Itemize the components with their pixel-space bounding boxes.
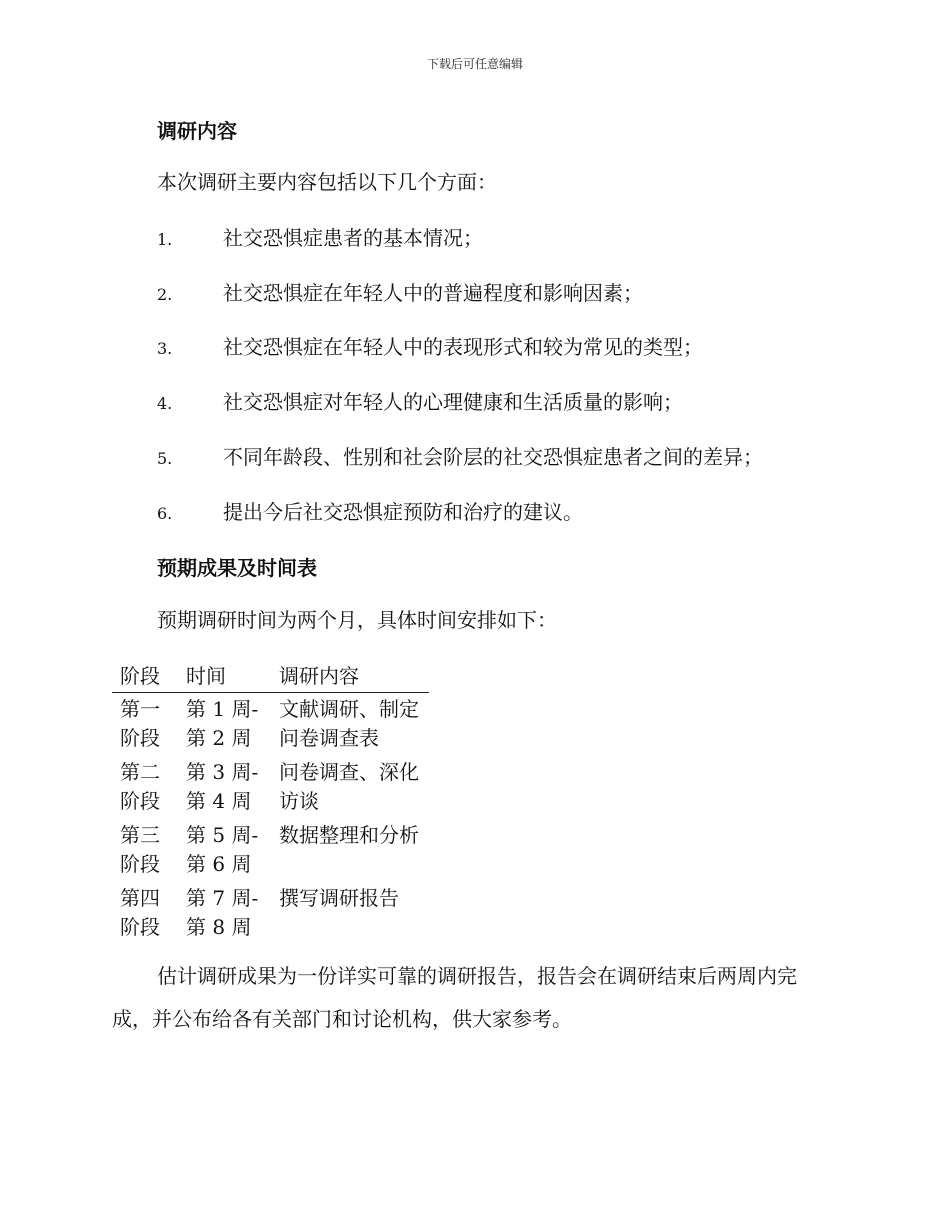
table-header-row <box>112 662 429 693</box>
list-number: 4. <box>157 394 173 413</box>
section-title-research-content: 调研内容 <box>157 119 237 143</box>
cell-stage: 第四阶段 <box>120 886 160 939</box>
cell-stage: 第一阶段 <box>120 697 160 750</box>
table-row <box>112 756 429 819</box>
cell-content: 撰写调研报告 <box>279 886 399 910</box>
list-item <box>157 277 643 307</box>
research-intro: 本次调研主要内容包括以下几个方面： <box>157 170 497 194</box>
cell-time: 第 7 周-第 8 周 <box>186 886 259 939</box>
schedule-table <box>112 662 429 945</box>
conclusion-paragraph: 估计调研成果为一份详实可靠的调研报告，报告会在调研结束后两周内完成，并公布给各有关部门和讨论机构，供大家参考。 <box>112 964 797 1031</box>
cell-stage: 第二阶段 <box>120 760 160 813</box>
list-number: 3. <box>157 339 173 358</box>
table-row <box>112 819 429 882</box>
cell-time: 第 3 周-第 4 周 <box>186 760 259 813</box>
list-text: 不同年龄段、性别和社会阶层的社交恐惧症患者之间的差异； <box>223 445 763 469</box>
list-item <box>157 441 763 471</box>
list-number: 2. <box>157 285 173 304</box>
cell-content: 问卷调查、深化访谈 <box>279 760 419 813</box>
section-title-expected-results: 预期成果及时间表 <box>157 556 317 580</box>
cell-time: 第 5 周-第 6 周 <box>186 823 259 876</box>
header-watermark: 下载后可任意编辑 <box>426 57 523 71</box>
list-item <box>157 222 483 252</box>
header-stage: 阶段 <box>112 662 178 693</box>
cell-time: 第 1 周-第 2 周 <box>186 697 259 750</box>
list-text: 社交恐惧症在年轻人中的表现形式和较为常见的类型； <box>223 335 703 359</box>
list-text: 社交恐惧症对年轻人的心理健康和生活质量的影响； <box>223 390 683 414</box>
cell-content: 文献调研、制定问卷调查表 <box>279 697 419 750</box>
table-row <box>112 693 429 757</box>
header-content: 调研内容 <box>271 662 429 693</box>
cell-stage: 第三阶段 <box>120 823 160 876</box>
list-number: 6. <box>157 504 173 523</box>
list-item <box>157 331 703 361</box>
cell-content: 数据整理和分析 <box>279 823 419 847</box>
list-text: 提出今后社交恐惧症预防和治疗的建议。 <box>223 500 583 524</box>
schedule-intro: 预期调研时间为两个月，具体时间安排如下： <box>157 608 557 632</box>
list-text: 社交恐惧症患者的基本情况； <box>223 226 483 250</box>
list-number: 1. <box>157 230 173 249</box>
list-text: 社交恐惧症在年轻人中的普遍程度和影响因素； <box>223 281 643 305</box>
list-item <box>157 386 683 416</box>
header-time: 时间 <box>178 662 271 693</box>
table-row <box>112 882 429 945</box>
list-number: 5. <box>157 449 173 468</box>
list-item <box>157 496 583 526</box>
